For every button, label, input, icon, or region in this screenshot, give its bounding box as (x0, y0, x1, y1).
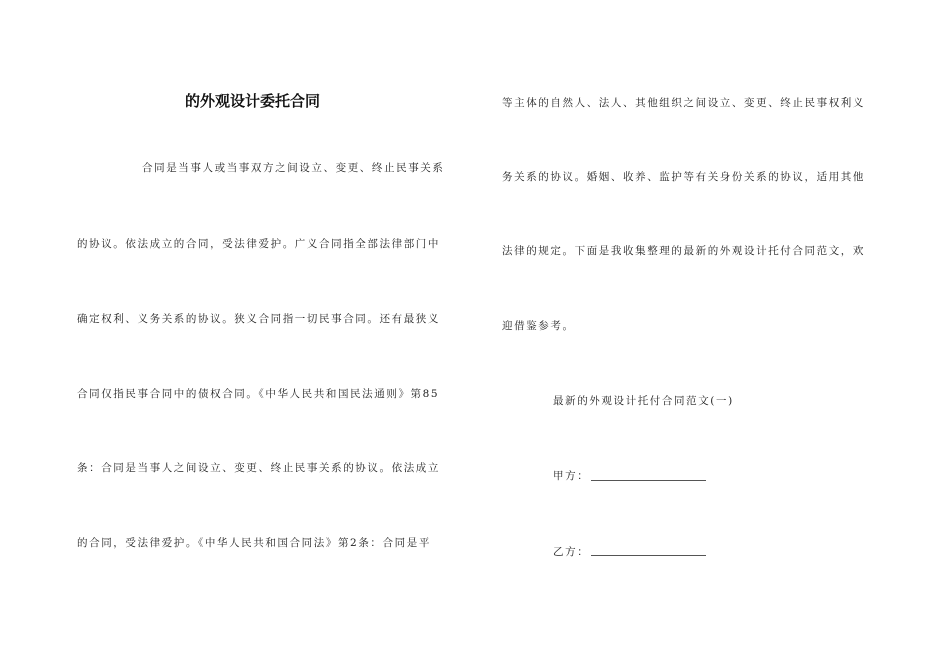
party-a-label: 甲方： (553, 470, 590, 482)
paragraph-line: 条：合同是当事人之间设立、变更、终止民事关系的协议。依法成立 (77, 462, 440, 474)
paragraph-line: 迎借鉴参考。 (502, 320, 575, 332)
party-b-blank (591, 555, 706, 556)
paragraph-line: 合同是当事人或当事双方之间设立、变更、终止民事关系 (142, 162, 445, 174)
paragraph-line: 确定权利、义务关系的协议。狭义合同指一切民事合同。还有最狭义 (77, 313, 440, 325)
paragraph-line: 法律的规定。下面是我收集整理的最新的外观设计托付合同范文，欢 (502, 245, 865, 257)
party-a-blank (591, 480, 706, 481)
paragraph-line: 合同仅指民事合同中的债权合同。《中华人民共和国民法通则》第85 (77, 388, 440, 400)
document-title: 的外观设计委托合同 (185, 92, 321, 110)
paragraph-line: 务关系的协议。婚姻、收养、监护等有关身份关系的协议，适用其他 (502, 171, 865, 183)
section-heading: 最新的外观设计托付合同范文(一) (553, 395, 734, 407)
party-b-label: 乙方： (553, 546, 590, 558)
paragraph-line: 等主体的自然人、法人、其他组织之间设立、变更、终止民事权利义 (502, 97, 865, 109)
paragraph-line: 的协议。依法成立的合同，受法律爱护。广义合同指全部法律部门中 (77, 238, 440, 250)
paragraph-line: 的合同，受法律爱护。《中华人民共和国合同法》第2条：合同是平 (77, 537, 431, 549)
